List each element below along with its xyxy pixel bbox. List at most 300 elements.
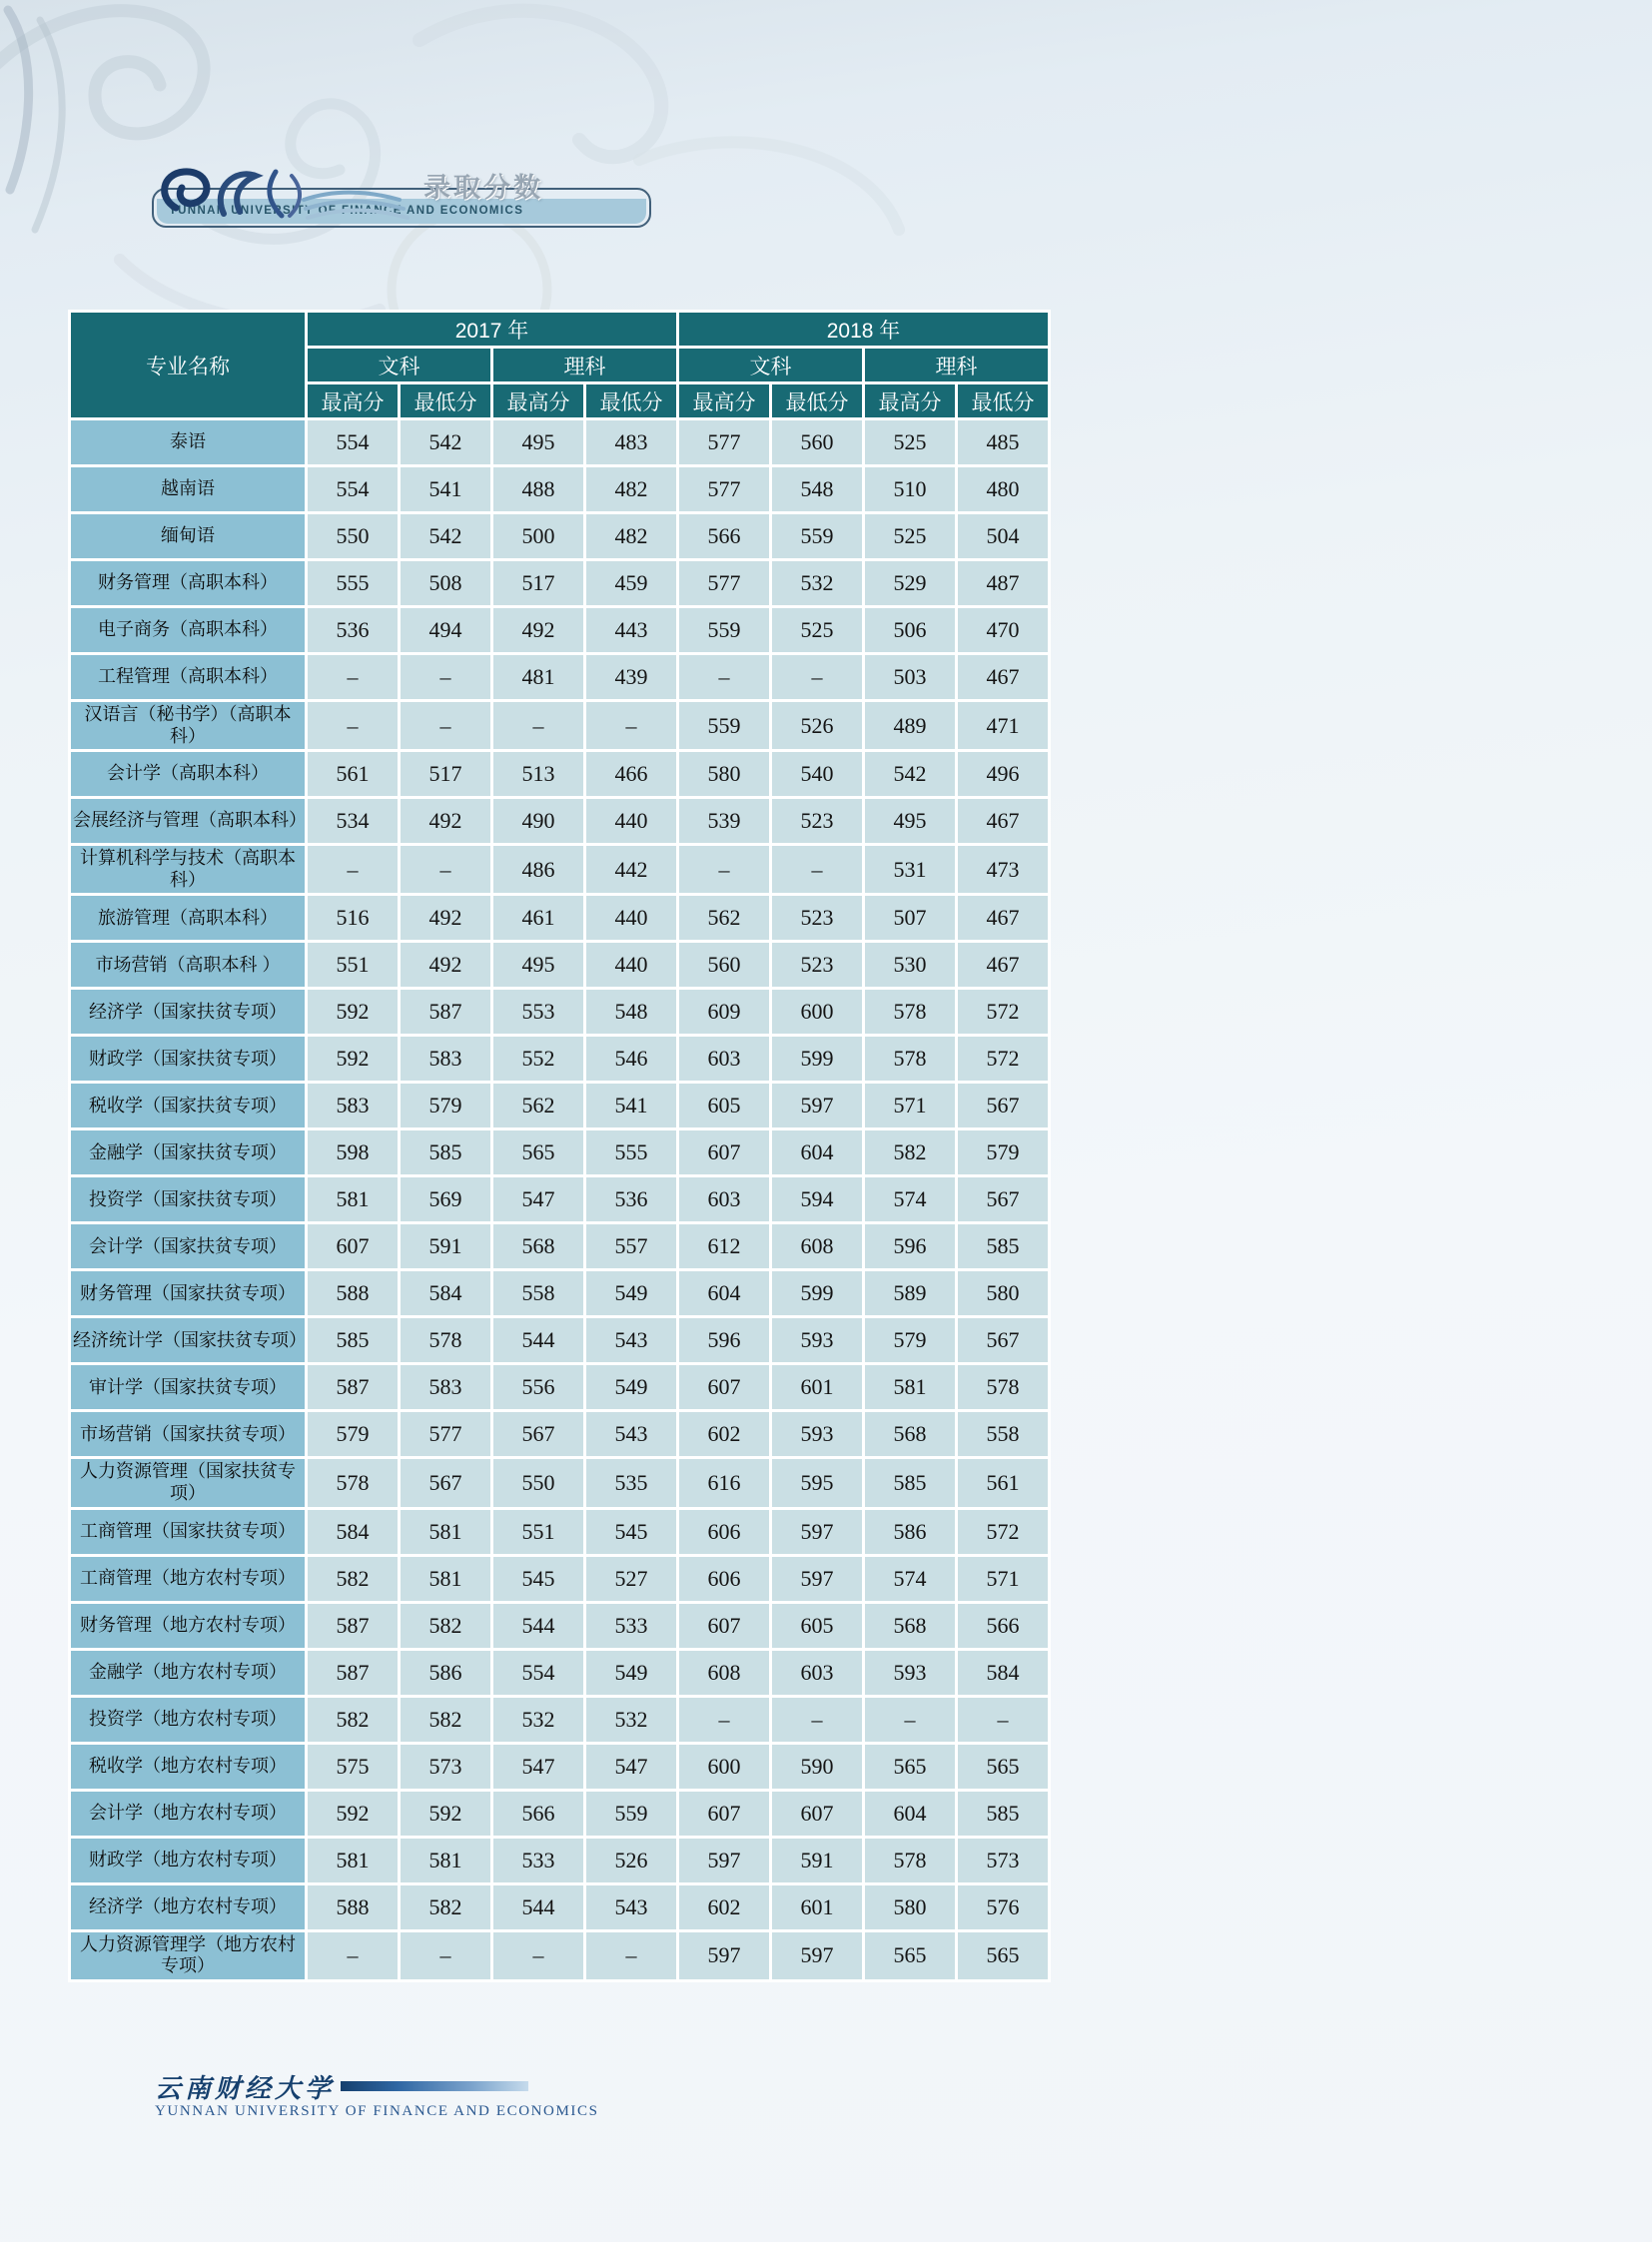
- table-row: [71, 1271, 1048, 1315]
- score-cell: 599: [772, 1037, 862, 1081]
- score-cell: 580: [679, 752, 769, 796]
- table-row: [71, 896, 1048, 940]
- score-cell: 532: [772, 561, 862, 605]
- score-cell: 543: [586, 1885, 676, 1929]
- score-cell: 592: [308, 1037, 398, 1081]
- score-cell: 566: [958, 1604, 1048, 1648]
- score-cell: 612: [679, 1224, 769, 1268]
- score-cell: 523: [772, 896, 862, 940]
- track-header-science: 理科: [865, 349, 1048, 381]
- score-cell: 548: [586, 990, 676, 1034]
- score-cell: 536: [586, 1177, 676, 1221]
- major-name-cell: 电子商务（高职本科）: [71, 608, 305, 652]
- score-cell: 492: [401, 943, 490, 987]
- score-cell: 593: [865, 1651, 955, 1695]
- score-cell: 595: [772, 1459, 862, 1506]
- major-name-cell: 会计学（地方农村专项）: [71, 1792, 305, 1836]
- score-cell: 584: [401, 1271, 490, 1315]
- score-cell: 591: [401, 1224, 490, 1268]
- major-column-header: 专业名称: [71, 313, 305, 417]
- table-row: [71, 608, 1048, 652]
- major-name-cell: 经济学（地方农村专项）: [71, 1885, 305, 1929]
- score-cell: 503: [865, 655, 955, 699]
- score-cell: 603: [679, 1177, 769, 1221]
- score-cell: 578: [865, 1839, 955, 1882]
- score-cell: 500: [493, 514, 583, 558]
- score-cell: –: [401, 846, 490, 893]
- score-cell: 597: [679, 1839, 769, 1882]
- score-cell: 560: [772, 420, 862, 464]
- major-name-cell: 工商管理（地方农村专项）: [71, 1557, 305, 1601]
- score-cell: 558: [958, 1412, 1048, 1456]
- major-name-cell: 旅游管理（高职本科）: [71, 896, 305, 940]
- score-cell: 544: [493, 1885, 583, 1929]
- score-cell: 531: [865, 846, 955, 893]
- score-cell: 583: [401, 1365, 490, 1409]
- score-header-min: 最低分: [958, 384, 1048, 417]
- score-cell: 586: [865, 1510, 955, 1554]
- score-cell: 567: [958, 1318, 1048, 1362]
- score-cell: –: [958, 1698, 1048, 1742]
- score-cell: 513: [493, 752, 583, 796]
- score-cell: 554: [308, 420, 398, 464]
- score-cell: 576: [958, 1885, 1048, 1929]
- major-name-cell: 财务管理（地方农村专项）: [71, 1604, 305, 1648]
- score-cell: 568: [865, 1604, 955, 1648]
- score-cell: 590: [772, 1745, 862, 1789]
- score-cell: 572: [958, 1510, 1048, 1554]
- score-cell: 540: [772, 752, 862, 796]
- score-cell: 561: [308, 752, 398, 796]
- score-cell: 565: [865, 1745, 955, 1789]
- score-cell: –: [493, 702, 583, 749]
- score-cell: 602: [679, 1885, 769, 1929]
- score-cell: 480: [958, 467, 1048, 511]
- score-cell: –: [308, 1932, 398, 1979]
- score-cell: 592: [308, 990, 398, 1034]
- score-cell: 529: [865, 561, 955, 605]
- score-cell: 603: [679, 1037, 769, 1081]
- score-cell: 580: [958, 1271, 1048, 1315]
- score-cell: 596: [865, 1224, 955, 1268]
- score-cell: 565: [958, 1745, 1048, 1789]
- score-cell: 516: [308, 896, 398, 940]
- year-2017-header: 2017 年: [308, 313, 676, 346]
- major-name-cell: 工程管理（高职本科）: [71, 655, 305, 699]
- score-cell: 492: [401, 896, 490, 940]
- major-name-cell: 经济学（国家扶贫专项）: [71, 990, 305, 1034]
- score-cell: 593: [772, 1412, 862, 1456]
- table-row: [71, 1412, 1048, 1456]
- score-cell: 607: [679, 1604, 769, 1648]
- major-name-cell: 市场营销（高职本科 ）: [71, 943, 305, 987]
- score-header-min: 最低分: [586, 384, 676, 417]
- score-cell: 560: [679, 943, 769, 987]
- score-cell: 536: [308, 608, 398, 652]
- score-cell: 607: [308, 1224, 398, 1268]
- score-cell: 473: [958, 846, 1048, 893]
- score-cell: –: [308, 655, 398, 699]
- score-cell: 588: [308, 1885, 398, 1929]
- score-cell: 574: [865, 1177, 955, 1221]
- score-cell: –: [401, 702, 490, 749]
- score-cell: 587: [308, 1651, 398, 1695]
- score-cell: 581: [401, 1510, 490, 1554]
- major-name-cell: 会展经济与管理（高职本科）: [71, 799, 305, 843]
- score-cell: 467: [958, 943, 1048, 987]
- score-cell: 547: [493, 1177, 583, 1221]
- score-cell: 587: [308, 1365, 398, 1409]
- footer-brand: [155, 2073, 599, 2120]
- score-cell: 581: [401, 1557, 490, 1601]
- score-cell: –: [308, 846, 398, 893]
- score-cell: 573: [958, 1839, 1048, 1882]
- score-cell: 549: [586, 1271, 676, 1315]
- score-cell: 442: [586, 846, 676, 893]
- score-cell: 607: [679, 1792, 769, 1836]
- table-row: [71, 752, 1048, 796]
- score-cell: 467: [958, 655, 1048, 699]
- score-cell: 581: [865, 1365, 955, 1409]
- score-cell: 507: [865, 896, 955, 940]
- track-header-liberal-arts: 文科: [308, 349, 490, 381]
- score-cell: 597: [772, 1510, 862, 1554]
- score-cell: 517: [493, 561, 583, 605]
- score-cell: 579: [958, 1130, 1048, 1174]
- score-cell: 572: [958, 990, 1048, 1034]
- table-row: [71, 846, 1048, 893]
- score-cell: 578: [865, 1037, 955, 1081]
- table-row: [71, 467, 1048, 511]
- score-cell: 517: [401, 752, 490, 796]
- score-cell: 577: [679, 467, 769, 511]
- table-row: [71, 1318, 1048, 1362]
- score-cell: 510: [865, 467, 955, 511]
- score-cell: –: [586, 1932, 676, 1979]
- score-cell: –: [772, 1698, 862, 1742]
- score-cell: 582: [401, 1604, 490, 1648]
- score-cell: 543: [586, 1412, 676, 1456]
- footer-top-row: [155, 2073, 528, 2103]
- score-cell: 494: [401, 608, 490, 652]
- score-cell: 461: [493, 896, 583, 940]
- score-cell: 604: [865, 1792, 955, 1836]
- score-cell: 545: [493, 1557, 583, 1601]
- score-cell: 566: [493, 1792, 583, 1836]
- score-cell: –: [586, 702, 676, 749]
- score-cell: 616: [679, 1459, 769, 1506]
- track-header-science: 理科: [493, 349, 676, 381]
- score-cell: 600: [772, 990, 862, 1034]
- brand-header: [152, 166, 651, 228]
- score-cell: –: [308, 702, 398, 749]
- score-cell: 581: [308, 1177, 398, 1221]
- score-cell: –: [772, 655, 862, 699]
- score-cell: –: [865, 1698, 955, 1742]
- table-header: [71, 313, 1048, 417]
- major-name-cell: 会计学（国家扶贫专项）: [71, 1224, 305, 1268]
- score-cell: 597: [679, 1932, 769, 1979]
- admission-scores-table: [68, 310, 1051, 1982]
- major-name-cell: 财政学（国家扶贫专项）: [71, 1037, 305, 1081]
- table-row: [71, 1365, 1048, 1409]
- score-cell: 596: [679, 1318, 769, 1362]
- score-cell: 578: [308, 1459, 398, 1506]
- score-cell: 555: [586, 1130, 676, 1174]
- major-name-cell: 投资学（国家扶贫专项）: [71, 1177, 305, 1221]
- major-name-cell: 计算机科学与技术（高职本科）: [71, 846, 305, 893]
- score-cell: 565: [865, 1932, 955, 1979]
- score-cell: 544: [493, 1604, 583, 1648]
- score-cell: 541: [401, 467, 490, 511]
- score-cell: 467: [958, 896, 1048, 940]
- major-name-cell: 投资学（地方农村专项）: [71, 1698, 305, 1742]
- year-2018-header: 2018 年: [679, 313, 1048, 346]
- score-cell: 492: [493, 608, 583, 652]
- score-cell: 542: [401, 514, 490, 558]
- score-cell: 508: [401, 561, 490, 605]
- score-cell: 602: [679, 1412, 769, 1456]
- score-cell: 582: [401, 1698, 490, 1742]
- major-name-cell: 人力资源管理（国家扶贫专项）: [71, 1459, 305, 1506]
- table-row: [71, 1557, 1048, 1601]
- score-cell: 573: [401, 1745, 490, 1789]
- score-header-min: 最低分: [772, 384, 862, 417]
- score-cell: 525: [865, 514, 955, 558]
- score-cell: 579: [401, 1084, 490, 1127]
- score-cell: 551: [493, 1510, 583, 1554]
- score-cell: 582: [401, 1885, 490, 1929]
- score-cell: 487: [958, 561, 1048, 605]
- major-name-cell: 工商管理（国家扶贫专项）: [71, 1510, 305, 1554]
- score-cell: 495: [865, 799, 955, 843]
- score-cell: 583: [401, 1037, 490, 1081]
- score-cell: 608: [772, 1224, 862, 1268]
- table-row: [71, 1037, 1048, 1081]
- score-cell: 482: [586, 467, 676, 511]
- table-body: [71, 420, 1048, 1979]
- major-name-cell: 金融学（国家扶贫专项）: [71, 1130, 305, 1174]
- major-name-cell: 审计学（国家扶贫专项）: [71, 1365, 305, 1409]
- score-cell: 579: [865, 1318, 955, 1362]
- score-cell: 554: [308, 467, 398, 511]
- score-cell: 527: [586, 1557, 676, 1601]
- table-row: [71, 561, 1048, 605]
- score-cell: 440: [586, 799, 676, 843]
- score-cell: 549: [586, 1365, 676, 1409]
- table-row: [71, 1698, 1048, 1742]
- score-cell: 604: [772, 1130, 862, 1174]
- score-cell: 495: [493, 420, 583, 464]
- score-cell: 553: [493, 990, 583, 1034]
- score-cell: 577: [401, 1412, 490, 1456]
- score-cell: 488: [493, 467, 583, 511]
- score-cell: 600: [679, 1745, 769, 1789]
- score-cell: 561: [958, 1459, 1048, 1506]
- score-cell: 571: [865, 1084, 955, 1127]
- score-cell: 583: [308, 1084, 398, 1127]
- score-cell: 439: [586, 655, 676, 699]
- table-row: [71, 1651, 1048, 1695]
- score-cell: 562: [493, 1084, 583, 1127]
- score-cell: 550: [308, 514, 398, 558]
- score-cell: 605: [772, 1604, 862, 1648]
- score-cell: 546: [586, 1037, 676, 1081]
- score-cell: 580: [865, 1885, 955, 1929]
- score-cell: 609: [679, 990, 769, 1034]
- score-cell: 496: [958, 752, 1048, 796]
- score-cell: 585: [958, 1792, 1048, 1836]
- score-cell: 534: [308, 799, 398, 843]
- score-cell: 579: [308, 1412, 398, 1456]
- score-cell: 526: [586, 1839, 676, 1882]
- score-cell: 569: [401, 1177, 490, 1221]
- major-name-cell: 经济统计学（国家扶贫专项）: [71, 1318, 305, 1362]
- table-row: [71, 1932, 1048, 1979]
- score-cell: 603: [772, 1651, 862, 1695]
- score-cell: 559: [679, 702, 769, 749]
- score-cell: 492: [401, 799, 490, 843]
- score-cell: 585: [401, 1130, 490, 1174]
- major-name-cell: 财务管理（高职本科）: [71, 561, 305, 605]
- score-cell: 593: [772, 1318, 862, 1362]
- score-cell: 555: [308, 561, 398, 605]
- score-cell: 526: [772, 702, 862, 749]
- footer-gradient-bar: [341, 2081, 528, 2091]
- table-row: [71, 1084, 1048, 1127]
- score-cell: 504: [958, 514, 1048, 558]
- score-cell: 584: [958, 1651, 1048, 1695]
- table-row: [71, 1459, 1048, 1506]
- major-name-cell: 财政学（地方农村专项）: [71, 1839, 305, 1882]
- score-cell: 483: [586, 420, 676, 464]
- table-row: [71, 1839, 1048, 1882]
- score-header-max: 最高分: [679, 384, 769, 417]
- score-cell: 506: [865, 608, 955, 652]
- score-cell: –: [679, 1698, 769, 1742]
- score-cell: 607: [679, 1365, 769, 1409]
- score-cell: 592: [401, 1792, 490, 1836]
- score-cell: 581: [401, 1839, 490, 1882]
- score-cell: 577: [679, 420, 769, 464]
- score-cell: 566: [679, 514, 769, 558]
- score-cell: 543: [586, 1318, 676, 1362]
- score-cell: 471: [958, 702, 1048, 749]
- score-cell: 547: [493, 1745, 583, 1789]
- score-cell: 482: [586, 514, 676, 558]
- score-cell: 466: [586, 752, 676, 796]
- score-cell: 586: [401, 1651, 490, 1695]
- score-cell: –: [772, 846, 862, 893]
- score-cell: 541: [586, 1084, 676, 1127]
- score-cell: 567: [401, 1459, 490, 1506]
- score-cell: 591: [772, 1839, 862, 1882]
- score-cell: 582: [308, 1557, 398, 1601]
- score-cell: –: [401, 655, 490, 699]
- major-name-cell: 税收学（国家扶贫专项）: [71, 1084, 305, 1127]
- score-cell: 557: [586, 1224, 676, 1268]
- score-cell: 565: [958, 1932, 1048, 1979]
- score-cell: 532: [586, 1698, 676, 1742]
- table-row: [71, 420, 1048, 464]
- score-cell: 608: [679, 1651, 769, 1695]
- score-cell: 533: [586, 1604, 676, 1648]
- score-cell: 606: [679, 1557, 769, 1601]
- major-name-cell: 金融学（地方农村专项）: [71, 1651, 305, 1695]
- score-cell: 525: [772, 608, 862, 652]
- score-cell: 459: [586, 561, 676, 605]
- score-cell: 571: [958, 1557, 1048, 1601]
- footer-university-name-en: YUNNAN UNIVERSITY OF FINANCE AND ECONOMICS: [155, 2103, 599, 2119]
- score-cell: 588: [308, 1271, 398, 1315]
- major-name-cell: 市场营销（国家扶贫专项）: [71, 1412, 305, 1456]
- score-cell: 587: [401, 990, 490, 1034]
- score-cell: 489: [865, 702, 955, 749]
- table-row: [71, 1792, 1048, 1836]
- score-cell: 533: [493, 1839, 583, 1882]
- major-name-cell: 泰语: [71, 420, 305, 464]
- table-row: [71, 655, 1048, 699]
- score-cell: 486: [493, 846, 583, 893]
- score-cell: 523: [772, 943, 862, 987]
- score-cell: 597: [772, 1084, 862, 1127]
- major-name-cell: 越南语: [71, 467, 305, 511]
- score-cell: 554: [493, 1651, 583, 1695]
- score-cell: 605: [679, 1084, 769, 1127]
- score-cell: 565: [493, 1130, 583, 1174]
- score-cell: 594: [772, 1177, 862, 1221]
- major-name-cell: 税收学（地方农村专项）: [71, 1745, 305, 1789]
- score-header-max: 最高分: [865, 384, 955, 417]
- score-cell: 470: [958, 608, 1048, 652]
- table-row: [71, 1130, 1048, 1174]
- major-name-cell: 会计学（高职本科）: [71, 752, 305, 796]
- score-cell: 548: [772, 467, 862, 511]
- score-cell: 574: [865, 1557, 955, 1601]
- score-cell: 585: [865, 1459, 955, 1506]
- score-cell: 542: [401, 420, 490, 464]
- score-cell: 585: [308, 1318, 398, 1362]
- score-cell: 568: [865, 1412, 955, 1456]
- table-row: [71, 1510, 1048, 1554]
- score-cell: 467: [958, 799, 1048, 843]
- score-cell: 568: [493, 1224, 583, 1268]
- score-cell: 490: [493, 799, 583, 843]
- table-row: [71, 514, 1048, 558]
- score-cell: 530: [865, 943, 955, 987]
- score-header-min: 最低分: [401, 384, 490, 417]
- score-cell: 523: [772, 799, 862, 843]
- table-row: [71, 1177, 1048, 1221]
- footer-university-name-cn: 云南财经大学: [155, 2073, 336, 2103]
- score-header-max: 最高分: [493, 384, 583, 417]
- major-name-cell: 人力资源管理学（地方农村专项）: [71, 1932, 305, 1979]
- score-cell: 599: [772, 1271, 862, 1315]
- score-cell: 547: [586, 1745, 676, 1789]
- score-cell: 558: [493, 1271, 583, 1315]
- score-cell: 551: [308, 943, 398, 987]
- table-row: [71, 1885, 1048, 1929]
- score-header-max: 最高分: [308, 384, 398, 417]
- score-cell: 567: [958, 1177, 1048, 1221]
- table-row: [71, 1604, 1048, 1648]
- table-row: [71, 1224, 1048, 1268]
- score-cell: 556: [493, 1365, 583, 1409]
- score-cell: 575: [308, 1745, 398, 1789]
- track-header-liberal-arts: 文科: [679, 349, 862, 381]
- score-cell: 578: [401, 1318, 490, 1362]
- score-cell: 606: [679, 1510, 769, 1554]
